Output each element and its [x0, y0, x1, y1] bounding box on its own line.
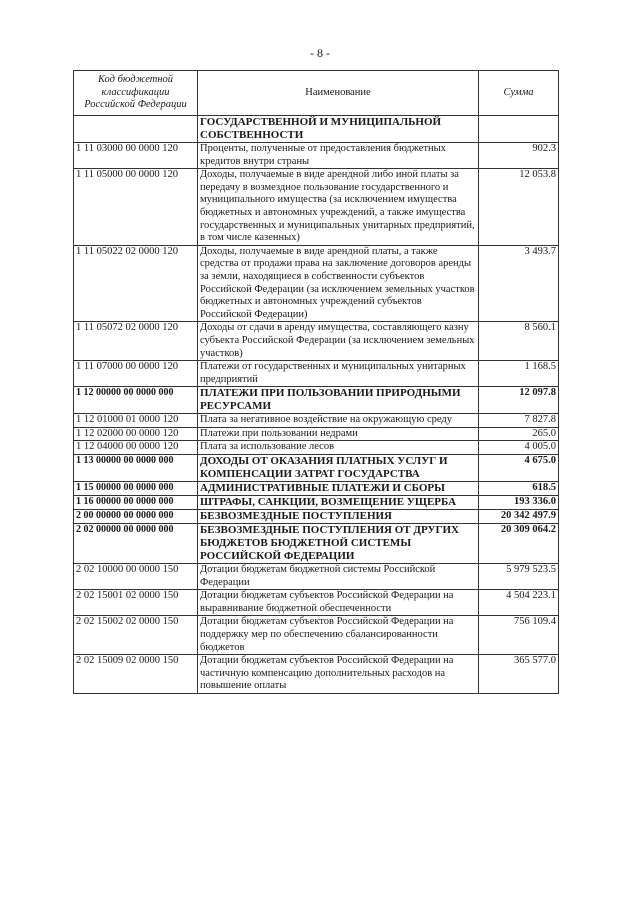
row-name: АДМИНИСТРАТИВНЫЕ ПЛАТЕЖИ И СБОРЫ	[198, 482, 479, 496]
table-row	[74, 655, 559, 694]
table-row	[74, 361, 559, 387]
row-sum: 7 827.8	[479, 414, 559, 428]
row-sum: 5 979 523.5	[479, 564, 559, 590]
row-sum: 20 342 497.9	[479, 510, 559, 524]
row-code: 1 12 01000 01 0000 120	[74, 414, 198, 428]
row-code: 1 11 05072 02 0000 120	[74, 322, 198, 361]
table-row	[74, 143, 559, 169]
row-name: Плата за использование лесов	[198, 441, 479, 455]
row-code: 2 00 00000 00 0000 000	[74, 510, 198, 524]
row-sum: 1 168.5	[479, 361, 559, 387]
row-code: 1 12 00000 00 0000 000	[74, 387, 198, 414]
table-row	[74, 616, 559, 655]
budget-revenue-table	[73, 70, 559, 694]
row-sum: 12 053.8	[479, 169, 559, 246]
row-code: 2 02 15001 02 0000 150	[74, 590, 198, 616]
row-name: Платежи при пользовании недрами	[198, 427, 479, 441]
page-number: - 8 -	[310, 46, 330, 60]
row-sum: 265.0	[479, 427, 559, 441]
table-row	[74, 441, 559, 455]
row-sum: 3 493.7	[479, 245, 559, 322]
row-name: Платежи от государственных и муниципальных унитарных предприятий	[198, 361, 479, 387]
row-name: Дотации бюджетам субъектов Российской Федерации на поддержку мер по обеспечению сбалансированности бюджетов	[198, 616, 479, 655]
row-code: 1 11 05000 00 0000 120	[74, 169, 198, 246]
row-code: 1 12 04000 00 0000 120	[74, 441, 198, 455]
table-row	[74, 169, 559, 246]
row-code: 2 02 15009 02 0000 150	[74, 655, 198, 694]
row-name: ПЛАТЕЖИ ПРИ ПОЛЬЗОВАНИИ ПРИРОДНЫМИ РЕСУРСАМИ	[198, 387, 479, 414]
table-row	[74, 245, 559, 322]
row-code: 2 02 10000 00 0000 150	[74, 564, 198, 590]
row-code: 1 13 00000 00 0000 000	[74, 455, 198, 482]
row-sum: 4 504 223.1	[479, 590, 559, 616]
row-code: 1 11 03000 00 0000 120	[74, 143, 198, 169]
row-sum: 4 005.0	[479, 441, 559, 455]
row-name: Плата за негативное воздействие на окружающую среду	[198, 414, 479, 428]
table-row	[74, 482, 559, 496]
row-name: БЕЗВОЗМЕЗДНЫЕ ПОСТУПЛЕНИЯ ОТ ДРУГИХ БЮДЖЕТОВ БЮДЖЕТНОЙ СИСТЕМЫ РОССИЙСКОЙ ФЕДЕРАЦИИ	[198, 524, 479, 564]
table-row	[74, 524, 559, 564]
row-sum: 8 560.1	[479, 322, 559, 361]
row-code: 1 15 00000 00 0000 000	[74, 482, 198, 496]
row-code: 2 02 15002 02 0000 150	[74, 616, 198, 655]
row-name: Доходы, получаемые в виде арендной либо иной платы за передачу в возмездное пользование государственного и муниципального имущества (за исключением имущества бюджетных и автономных учреждений, а также имущества государственных и муниципальных унитарных предприятий, в том числе казенных)	[198, 169, 479, 246]
row-name: ГОСУДАРСТВЕННОЙ И МУНИЦИПАЛЬНОЙ СОБСТВЕННОСТИ	[198, 116, 479, 143]
row-name: ДОХОДЫ ОТ ОКАЗАНИЯ ПЛАТНЫХ УСЛУГ И КОМПЕНСАЦИИ ЗАТРАТ ГОСУДАРСТВА	[198, 455, 479, 482]
table-row	[74, 322, 559, 361]
table-row	[74, 590, 559, 616]
header-code: Код бюджетной классификации Российской Федерации	[74, 71, 198, 116]
table-row	[74, 510, 559, 524]
row-sum: 193 336.0	[479, 496, 559, 510]
row-code: 1 11 05022 02 0000 120	[74, 245, 198, 322]
row-name: Проценты, полученные от предоставления бюджетных кредитов внутри страны	[198, 143, 479, 169]
row-name: Дотации бюджетам субъектов Российской Федерации на частичную компенсацию дополнительных расходов на повышение оплаты	[198, 655, 479, 694]
row-sum: 902.3	[479, 143, 559, 169]
row-name: БЕЗВОЗМЕЗДНЫЕ ПОСТУПЛЕНИЯ	[198, 510, 479, 524]
row-code: 1 16 00000 00 0000 000	[74, 496, 198, 510]
row-name: Доходы от сдачи в аренду имущества, составляющего казну субъекта Российской Федерации (за исключением земельных участков)	[198, 322, 479, 361]
row-name: ШТРАФЫ, САНКЦИИ, ВОЗМЕЩЕНИЕ УЩЕРБА	[198, 496, 479, 510]
row-sum	[479, 116, 559, 143]
table-row	[74, 564, 559, 590]
row-sum: 365 577.0	[479, 655, 559, 694]
table-header-row	[74, 71, 559, 116]
row-code: 1 11 07000 00 0000 120	[74, 361, 198, 387]
row-sum: 756 109.4	[479, 616, 559, 655]
row-name: Дотации бюджетам субъектов Российской Федерации на выравнивание бюджетной обеспеченности	[198, 590, 479, 616]
header-sum: Сумма	[479, 71, 559, 116]
row-sum: 12 097.8	[479, 387, 559, 414]
row-sum: 4 675.0	[479, 455, 559, 482]
table-row	[74, 414, 559, 428]
row-name: Дотации бюджетам бюджетной системы Российской Федерации	[198, 564, 479, 590]
table-row	[74, 455, 559, 482]
row-code: 2 02 00000 00 0000 000	[74, 524, 198, 564]
row-sum: 618.5	[479, 482, 559, 496]
table-row	[74, 387, 559, 414]
row-name: Доходы, получаемые в виде арендной платы, а также средства от продажи права на заключение договоров аренды за земли, находящиеся в собственности субъектов Российской Федерации (за исключением земельных участков бюджетных и автономных учреждений субъектов Российской Федерации)	[198, 245, 479, 322]
row-code: 1 12 02000 00 0000 120	[74, 427, 198, 441]
table-row	[74, 116, 559, 143]
row-sum: 20 309 064.2	[479, 524, 559, 564]
row-code	[74, 116, 198, 143]
table-row	[74, 496, 559, 510]
table-row	[74, 427, 559, 441]
header-name: Наименование	[198, 71, 479, 116]
